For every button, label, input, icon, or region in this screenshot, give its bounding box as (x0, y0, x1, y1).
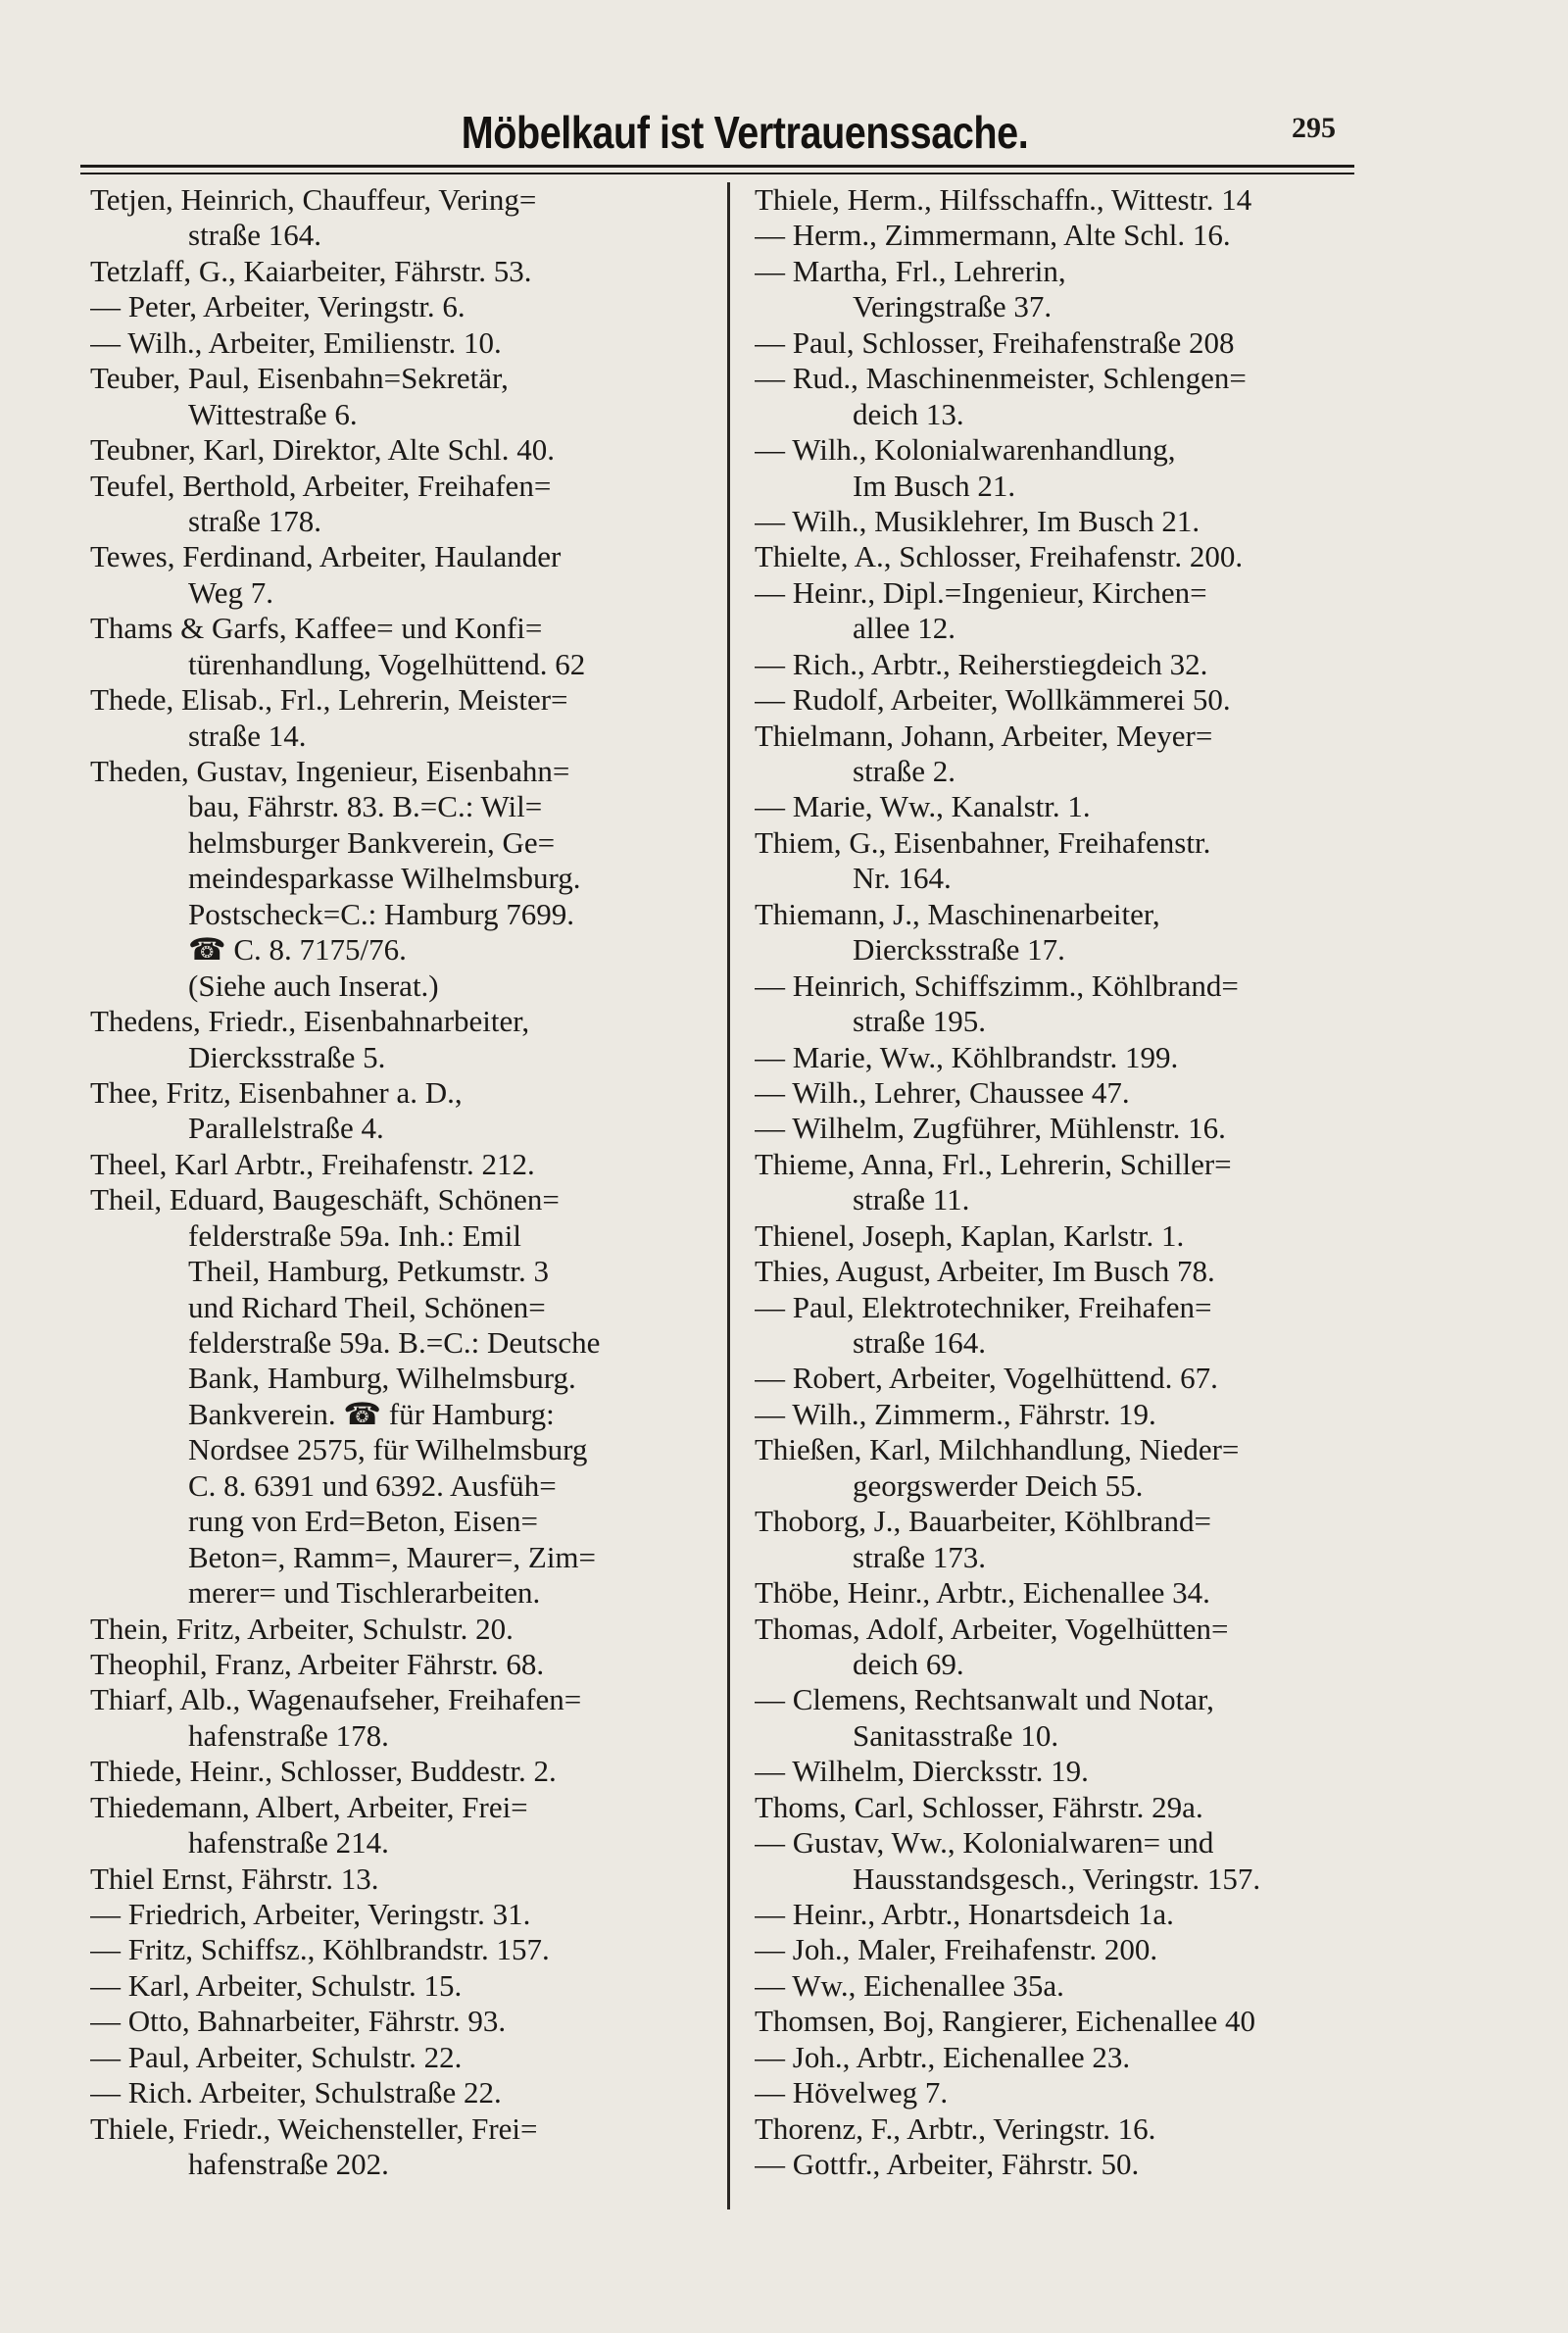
directory-entry-continuation: C. 8. 6391 und 6392. Ausfüh= (188, 1467, 557, 1503)
directory-entry: Theel, Karl Arbtr., Freihafenstr. 212. (90, 1146, 535, 1181)
directory-entry-continuation: türenhandlung, Vogelhüttend. 62 (188, 646, 586, 681)
directory-entry-continuation: hafenstraße 178. (188, 1717, 389, 1753)
directory-entry: — Rud., Maschinenmeister, Schlengen= (755, 361, 1247, 396)
directory-entry-continuation: rung von Erd=Beton, Eisen= (188, 1504, 538, 1539)
directory-entry: Thiem, G., Eisenbahner, Freihafenstr. (755, 824, 1211, 860)
directory-entry-continuation: Diercksstraße 5. (188, 1039, 386, 1074)
directory-entry-continuation: Nordsee 2575, für Wilhelmsburg (188, 1432, 588, 1467)
directory-entry: — Gottfr., Arbeiter, Fährstr. 50. (755, 2147, 1140, 2182)
directory-entry: — Peter, Arbeiter, Veringstr. 6. (90, 289, 466, 324)
directory-entry: — Wilh., Arbeiter, Emilienstr. 10. (90, 324, 502, 360)
directory-entry-continuation: und Richard Theil, Schönen= (188, 1289, 546, 1324)
directory-entry-continuation: merer= und Tischlerarbeiten. (188, 1575, 541, 1611)
directory-entry: — Heinr., Dipl.=Ingenieur, Kirchen= (755, 574, 1207, 610)
directory-entry: — Wilh., Lehrer, Chaussee 47. (755, 1074, 1130, 1110)
directory-entry-continuation: (Siehe auch Inserat.) (188, 968, 439, 1003)
header-rule (80, 165, 1354, 168)
directory-entry: — Otto, Bahnarbeiter, Fährstr. 93. (90, 2004, 507, 2039)
directory-entry: Thielte, A., Schlosser, Freihafenstr. 200. (755, 539, 1244, 574)
directory-entry: Thiedemann, Albert, Arbeiter, Frei= (90, 1789, 528, 1824)
directory-entry: Thams & Garfs, Kaffee= und Konfi= (90, 611, 543, 646)
directory-entry: — Wilhelm, Zugführer, Mühlenstr. 16. (755, 1111, 1226, 1146)
directory-entry-continuation: deich 13. (853, 396, 964, 431)
directory-entry-continuation: deich 69. (853, 1646, 964, 1681)
directory-entry: Thiele, Herm., Hilfsschaffn., Wittestr. 14 (755, 182, 1252, 217)
directory-entry-continuation: Theil, Hamburg, Petkumstr. 3 (188, 1254, 549, 1289)
directory-entry: — Wilh., Kolonialwarenhandlung, (755, 432, 1176, 468)
directory-entry-continuation: Sanitasstraße 10. (853, 1717, 1059, 1753)
directory-entry: Thoms, Carl, Schlosser, Fährstr. 29a. (755, 1789, 1203, 1824)
directory-entry-continuation: Veringstraße 37. (853, 289, 1053, 324)
directory-entry-continuation: Im Busch 21. (853, 468, 1016, 503)
directory-entry: — Heinrich, Schiffszimm., Köhlbrand= (755, 968, 1239, 1003)
directory-entry-continuation: georgswerder Deich 55. (853, 1467, 1144, 1503)
directory-entry: Thorenz, F., Arbtr., Veringstr. 16. (755, 2110, 1156, 2146)
directory-entry-continuation: hafenstraße 214. (188, 1825, 389, 1861)
directory-entry: Thielmann, Johann, Arbeiter, Meyer= (755, 718, 1213, 753)
directory-entry: — Rich., Arbtr., Reiherstiegdeich 32. (755, 646, 1208, 681)
directory-entry: — Robert, Arbeiter, Vogelhüttend. 67. (755, 1361, 1218, 1396)
directory-entry-continuation: Bank, Hamburg, Wilhelmsburg. (188, 1361, 576, 1396)
directory-entry-continuation: Weg 7. (188, 574, 274, 610)
directory-entry-continuation: Beton=, Ramm=, Maurer=, Zim= (188, 1539, 597, 1574)
right-column (755, 182, 1358, 2183)
directory-entry: — Friedrich, Arbeiter, Veringstr. 31. (90, 1897, 531, 1931)
directory-entry-continuation: straße 164. (853, 1325, 987, 1360)
directory-entry: — Martha, Frl., Lehrerin, (755, 253, 1066, 288)
directory-entry: Thomas, Adolf, Arbeiter, Vogelhütten= (755, 1611, 1229, 1646)
directory-entry: Thee, Fritz, Eisenbahner a. D., (90, 1074, 463, 1110)
directory-entry-continuation: Bankverein. ☎ für Hamburg: (188, 1396, 555, 1431)
directory-entry: Theil, Eduard, Baugeschäft, Schönen= (90, 1182, 560, 1217)
header-rule-thin (80, 173, 1354, 174)
directory-entry: — Gustav, Ww., Kolonialwaren= und (755, 1825, 1214, 1861)
directory-entry-continuation: Wittestraße 6. (188, 396, 358, 431)
directory-entry-continuation: Diercksstraße 17. (853, 932, 1065, 968)
directory-entry-continuation: bau, Fährstr. 83. B.=C.: Wil= (188, 789, 543, 824)
directory-entry: Teuber, Paul, Eisenbahn=Sekretär, (90, 361, 509, 396)
directory-entry: — Marie, Ww., Kanalstr. 1. (755, 789, 1091, 824)
directory-entry: — Wilh., Musiklehrer, Im Busch 21. (755, 503, 1200, 538)
directory-entry: Thiel Ernst, Fährstr. 13. (90, 1861, 379, 1896)
directory-entry: Thienel, Joseph, Kaplan, Karlstr. 1. (755, 1217, 1185, 1253)
directory-entry: Teubner, Karl, Direktor, Alte Schl. 40. (90, 432, 556, 468)
directory-entry: — Wilh., Zimmerm., Fährstr. 19. (755, 1396, 1156, 1431)
directory-entry-continuation: helmsburger Bankverein, Ge= (188, 824, 556, 860)
column-divider (727, 182, 730, 2209)
directory-entry: Thein, Fritz, Arbeiter, Schulstr. 20. (90, 1611, 514, 1646)
directory-entry: Thoborg, J., Bauarbeiter, Köhlbrand= (755, 1504, 1211, 1539)
directory-entry-continuation: Nr. 164. (853, 861, 952, 896)
directory-entry: Thiarf, Alb., Wagenaufseher, Freihafen= (90, 1682, 582, 1717)
directory-entry: Thieme, Anna, Frl., Lehrerin, Schiller= (755, 1146, 1232, 1181)
directory-entry-continuation: Postscheck=C.: Hamburg 7699. (188, 896, 575, 931)
directory-entry: Thießen, Karl, Milchhandlung, Nieder= (755, 1432, 1240, 1467)
directory-entry: Thiemann, J., Maschinenarbeiter, (755, 896, 1160, 931)
directory-entry: Theden, Gustav, Ingenieur, Eisenbahn= (90, 754, 570, 788)
directory-entry: Teufel, Berthold, Arbeiter, Freihafen= (90, 468, 552, 503)
directory-entry-continuation: ☎ C. 8. 7175/76. (188, 932, 407, 968)
directory-entry: — Paul, Schlosser, Freihafenstraße 208 (755, 324, 1235, 360)
directory-entry: — Clemens, Rechtsanwalt und Notar, (755, 1682, 1214, 1717)
directory-entry: Thede, Elisab., Frl., Lehrerin, Meister= (90, 682, 568, 718)
directory-entry: Theophil, Franz, Arbeiter Fährstr. 68. (90, 1646, 545, 1681)
directory-entry-continuation: felderstraße 59a. Inh.: Emil (188, 1217, 522, 1253)
directory-entry: — Ww., Eichenallee 35a. (755, 1967, 1064, 2003)
directory-entry: — Paul, Elektrotechniker, Freihafen= (755, 1289, 1212, 1324)
directory-entry: — Rich. Arbeiter, Schulstraße 22. (90, 2075, 502, 2110)
directory-entry: — Rudolf, Arbeiter, Wollkämmerei 50. (755, 682, 1231, 718)
directory-entry: Thomsen, Boj, Rangierer, Eichenallee 40 (755, 2004, 1255, 2039)
directory-entry: Tetzlaff, G., Kaiarbeiter, Fährstr. 53. (90, 253, 532, 288)
directory-entry: — Joh., Maler, Freihafenstr. 200. (755, 1932, 1158, 1967)
directory-entry: Thiede, Heinr., Schlosser, Buddestr. 2. (90, 1754, 557, 1789)
page-number: 295 (1292, 112, 1336, 144)
directory-entry-continuation: hafenstraße 202. (188, 2147, 389, 2182)
directory-entry-continuation: straße 2. (853, 754, 956, 788)
directory-entry-continuation: straße 173. (853, 1539, 987, 1574)
directory-entry: — Paul, Arbeiter, Schulstr. 22. (90, 2039, 463, 2074)
directory-entry-continuation: straße 164. (188, 218, 322, 253)
directory-entry: — Heinr., Arbtr., Honartsdeich 1a. (755, 1897, 1174, 1931)
directory-entry: Thies, August, Arbeiter, Im Busch 78. (755, 1254, 1215, 1289)
directory-entry: Thiele, Friedr., Weichensteller, Frei= (90, 2110, 538, 2146)
directory-entry-continuation: Hausstandsgesch., Veringstr. 157. (853, 1861, 1261, 1896)
left-column (90, 182, 706, 2183)
directory-entry-continuation: Parallelstraße 4. (188, 1111, 384, 1146)
directory-entry: — Hövelweg 7. (755, 2075, 949, 2110)
directory-entry: — Herm., Zimmermann, Alte Schl. 16. (755, 218, 1231, 253)
directory-entry-continuation: straße 14. (188, 718, 307, 753)
directory-entry: — Wilhelm, Diercksstr. 19. (755, 1754, 1089, 1789)
directory-entry: — Fritz, Schiffsz., Köhlbrandstr. 157. (90, 1932, 550, 1967)
directory-entry-continuation: allee 12. (853, 611, 956, 646)
directory-entry-continuation: straße 195. (853, 1004, 987, 1039)
directory-entry: Thöbe, Heinr., Arbtr., Eichenallee 34. (755, 1575, 1210, 1611)
directory-entry-continuation: meindesparkasse Wilhelmsburg. (188, 861, 581, 896)
directory-entry: Tetjen, Heinrich, Chauffeur, Vering= (90, 182, 537, 217)
directory-entry: Tewes, Ferdinand, Arbeiter, Haulander (90, 539, 562, 574)
directory-entry: — Karl, Arbeiter, Schulstr. 15. (90, 1967, 463, 2003)
directory-entry: — Marie, Ww., Köhlbrandstr. 199. (755, 1039, 1179, 1074)
directory-entry-continuation: felderstraße 59a. B.=C.: Deutsche (188, 1325, 601, 1360)
directory-entry: — Joh., Arbtr., Eichenallee 23. (755, 2039, 1131, 2074)
directory-entry-continuation: straße 11. (853, 1182, 970, 1217)
directory-entry-continuation: straße 178. (188, 503, 322, 538)
directory-entry: Thedens, Friedr., Eisenbahnarbeiter, (90, 1004, 530, 1039)
page-header-title: Möbelkauf ist Vertrauenssache. (461, 107, 1029, 158)
